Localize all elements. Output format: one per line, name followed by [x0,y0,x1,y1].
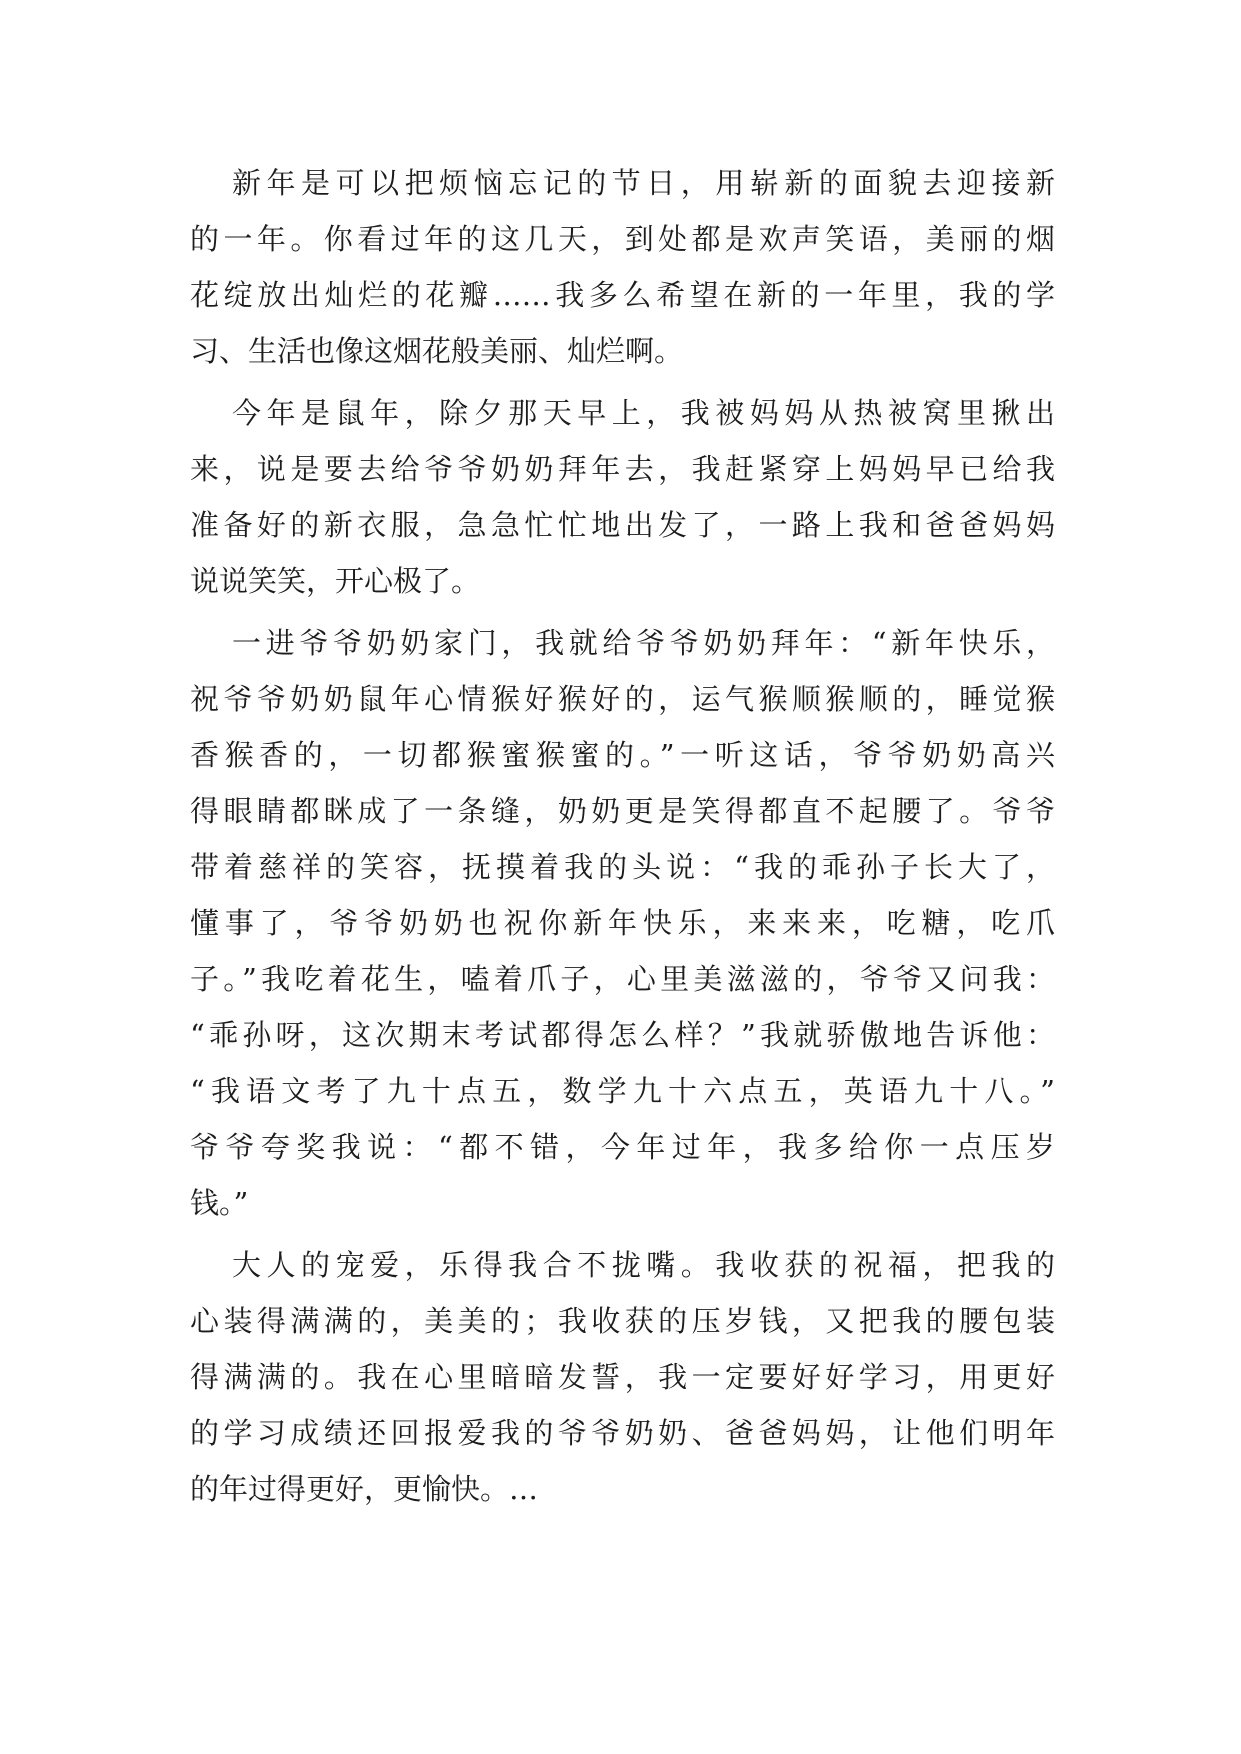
text-line: “乖孙呀，这次期末考试都得怎么样？”我就骄傲地告诉他： [190,1018,1055,1052]
paragraph-3 [190,615,1055,1231]
text-line: 懂事了，爷爷奶奶也祝你新年快乐，来来来，吃糖，吃爪 [190,906,1055,940]
paragraph-4 [190,1237,1055,1517]
text-line: 的学习成绩还回报爱我的爷爷奶奶、爸爸妈妈，让他们明年 [190,1416,1055,1450]
text-line: 得满满的。我在心里暗暗发誓，我一定要好好学习，用更好 [190,1360,1055,1394]
text-line: 得眼睛都眯成了一条缝，奶奶更是笑得都直不起腰了。爷爷 [190,794,1055,828]
text-line: 子。”我吃着花生，嗑着爪子，心里美滋滋的，爷爷又问我： [190,962,1055,996]
text-line: 今年是鼠年，除夕那天早上，我被妈妈从热被窝里揪出 [232,396,1055,430]
text-line: 带着慈祥的笑容，抚摸着我的头说：“我的乖孙子长大了， [190,850,1055,884]
text-line: 准备好的新衣服，急急忙忙地出发了，一路上我和爸爸妈妈 [190,508,1055,542]
paragraph-1 [190,155,1055,379]
text-line: 的年过得更好，更愉快。… [190,1472,539,1506]
text-line: 来，说是要去给爷爷奶奶拜年去，我赶紧穿上妈妈早已给我 [190,452,1055,486]
text-line: 香猴香的，一切都猴蜜猴蜜的。”一听这话，爷爷奶奶高兴 [190,738,1055,772]
text-line: 花绽放出灿烂的花瓣……我多么希望在新的一年里，我的学 [190,278,1055,312]
text-line: 说说笑笑，开心极了。 [190,564,481,598]
text-line: 一进爷爷奶奶家门，我就给爷爷奶奶拜年：“新年快乐， [232,626,1055,660]
text-line: 祝爷爷奶奶鼠年心情猴好猴好的，运气猴顺猴顺的，睡觉猴 [190,682,1055,716]
paragraph-2 [190,385,1055,609]
text-line: “我语文考了九十点五，数学九十六点五，英语九十八。” [190,1074,1055,1108]
document-page [190,155,1055,1523]
text-line: 习、生活也像这烟花般美丽、灿烂啊。 [190,334,684,368]
text-line: 心装得满满的，美美的；我收获的压岁钱，又把我的腰包装 [190,1304,1055,1338]
text-line: 大人的宠爱，乐得我合不拢嘴。我收获的祝福，把我的 [232,1248,1055,1282]
text-line: 钱。” [190,1186,249,1220]
text-line: 的一年。你看过年的这几天，到处都是欢声笑语，美丽的烟 [190,222,1055,256]
text-line: 新年是可以把烦恼忘记的节日，用崭新的面貌去迎接新 [232,166,1055,200]
text-line: 爷爷夸奖我说：“都不错，今年过年，我多给你一点压岁 [190,1130,1055,1164]
